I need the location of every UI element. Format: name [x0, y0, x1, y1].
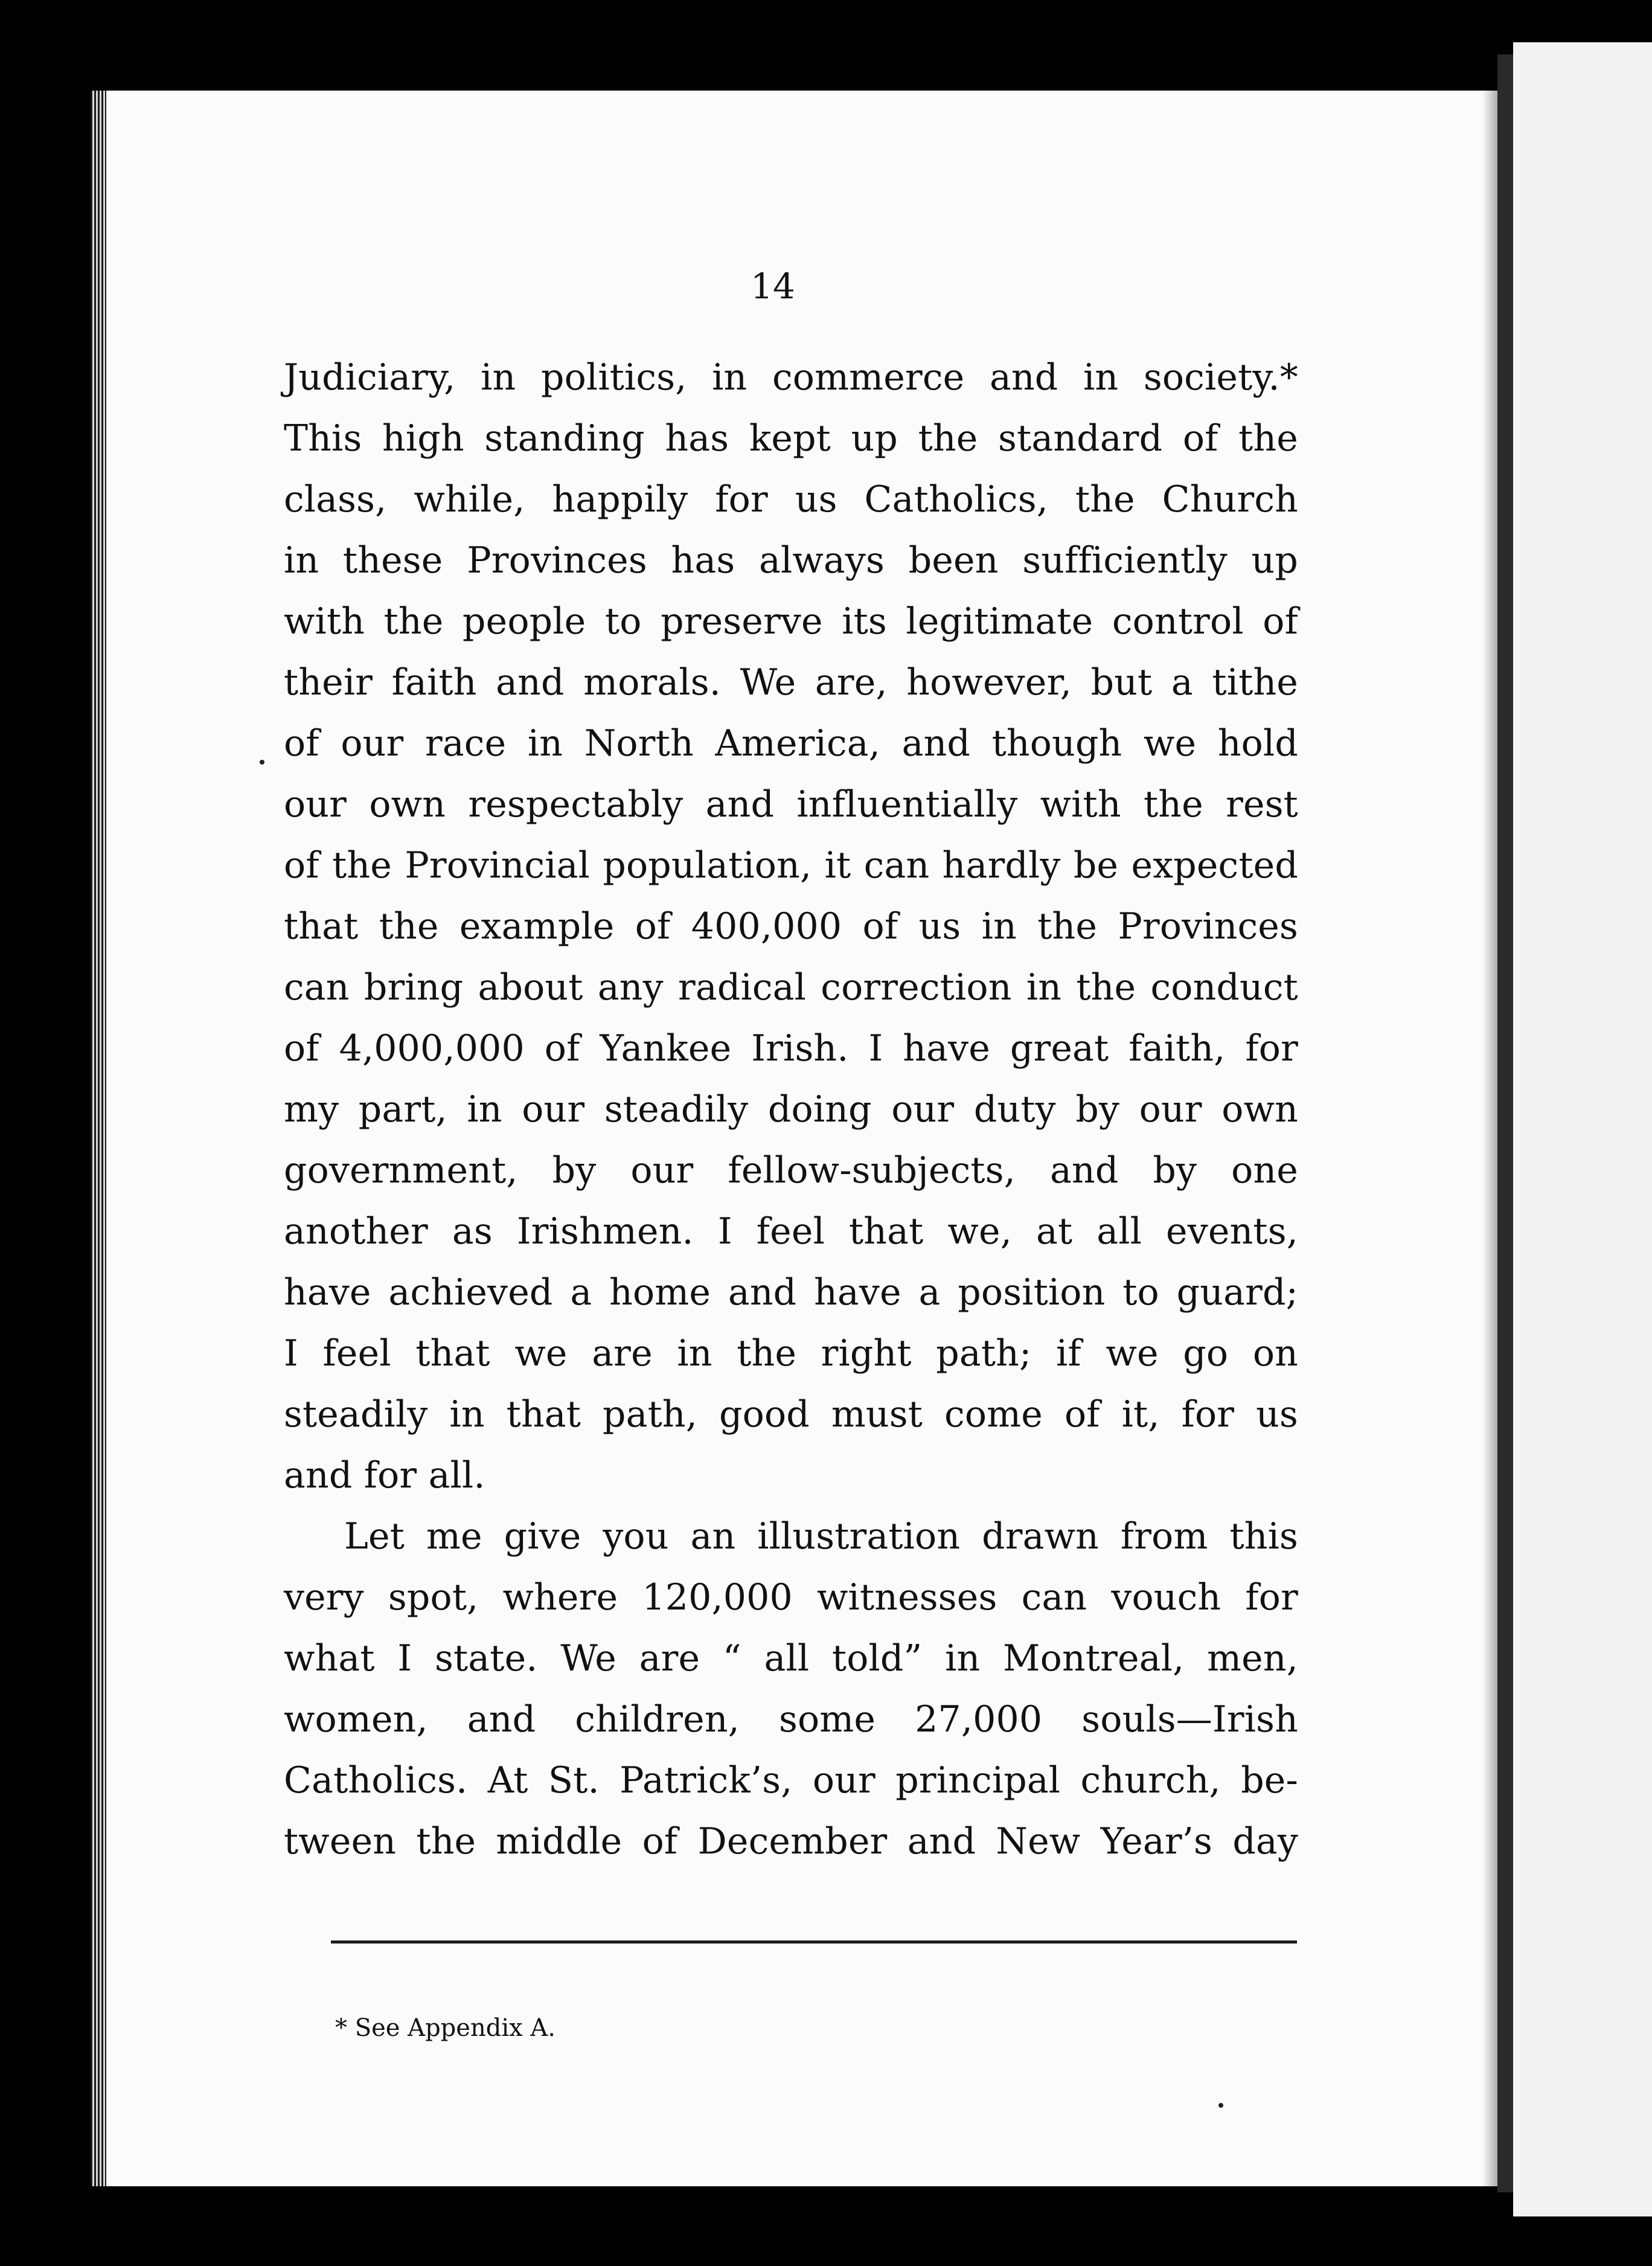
- body-text: [284, 347, 1298, 1872]
- binding-edge-left: [91, 91, 106, 2186]
- text-line: Judiciary, in politics, in commerce and in society.*: [284, 356, 1298, 399]
- text-line: can bring about any radical correction in the conduct: [284, 966, 1298, 1009]
- text-line: This high standing has kept up the standard of the: [284, 417, 1298, 460]
- text-line: of the Provincial population, it can hardly be expected: [284, 844, 1298, 887]
- text-line: very spot, where 120,000 witnesses can vouch for: [284, 1576, 1298, 1619]
- ink-speck: [1218, 2103, 1223, 2108]
- footnote-rule: [331, 1940, 1297, 1943]
- text-line: Catholics. At St. Patrick’s, our principal church, be-: [284, 1759, 1298, 1802]
- text-line: class, while, happily for us Catholics, the Church: [284, 478, 1298, 521]
- next-page-edge: [1513, 42, 1652, 2216]
- text-line: another as Irishmen. I feel that we, at all events,: [284, 1210, 1298, 1253]
- text-line: have achieved a home and have a position to guard;: [284, 1271, 1298, 1314]
- text-line: tween the middle of December and New Year’s day: [284, 1820, 1298, 1863]
- text-line: and for all.: [284, 1454, 485, 1497]
- text-line: our own respectably and influentially with the rest: [284, 783, 1298, 826]
- text-line: steadily in that path, good must come of it, for us: [284, 1393, 1298, 1436]
- text-line: their faith and morals. We are, however, but a tithe: [284, 661, 1298, 704]
- text-line: in these Provinces has always been sufficiently up: [284, 539, 1298, 582]
- text-line: government, by our fellow-subjects, and by one: [284, 1149, 1298, 1192]
- text-line: what I state. We are “ all told” in Montreal, men,: [284, 1637, 1298, 1680]
- page-edge-right: [1497, 54, 1513, 2192]
- page-number: 14: [751, 266, 795, 307]
- text-line: of our race in North America, and though we hold: [284, 722, 1298, 765]
- text-line: I feel that we are in the right path; if we go on: [284, 1332, 1298, 1375]
- gutter-shadow: [1482, 91, 1499, 2186]
- text-line: that the example of 400,000 of us in the Provinces: [284, 905, 1298, 948]
- text-line: Let me give you an illustration drawn from this: [344, 1515, 1298, 1558]
- text-line: with the people to preserve its legitimate control of: [284, 600, 1298, 643]
- text-line: of 4,000,000 of Yankee Irish. I have great faith, for: [284, 1027, 1298, 1070]
- footnote: * See Appendix A.: [335, 2014, 555, 2042]
- text-line: my part, in our steadily doing our duty by our own: [284, 1088, 1298, 1131]
- text-line: women, and children, some 27,000 souls—Irish: [284, 1698, 1298, 1741]
- ink-speck: [260, 760, 264, 765]
